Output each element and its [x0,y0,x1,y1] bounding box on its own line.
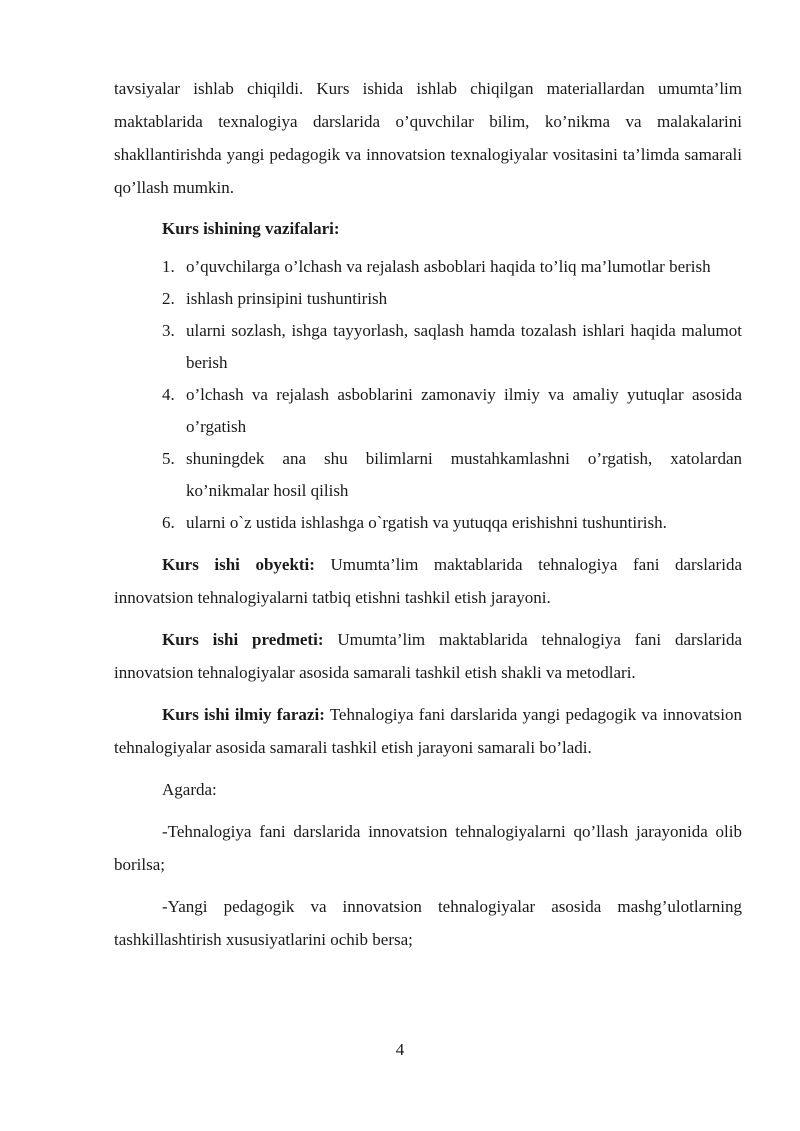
page-number: 4 [395,1040,405,1059]
condition-first: -Tehnalogiya fani darslarida innovatsion tehnalogiyalarni qo’llash jarayonida olib borilsa; [114,822,742,874]
list-text: ishlash prinsipini tushuntirish [186,289,388,308]
hypothesis-paragraph [114,698,742,764]
list-item [162,507,742,539]
list-text: ularni o`z ustida ishlashga o`rgatish va yutuqqa erishishni tushuntirish. [186,513,667,532]
subject-label: Kurs ishi predmeti: [162,630,324,649]
list-number: 2. [162,289,175,308]
hypothesis-text: Tehnalogiya fani darslarida yangi pedagogik va innovatsion tehnalogiyalar asosida samarali tashkil etish jarayoni samarali bo’ladi. [114,705,742,757]
list-text: o’lchash va rejalash asboblarini zamonaviy ilmiy va amaliy yutuqlar asosida o’rgatish [186,385,742,436]
hypothesis-label: Kurs ishi ilmiy farazi: [162,705,325,724]
condition-second: -Yangi pedagogik va innovatsion tehnalogiyalar asosida mashg’ulotlarning tashkillashtirish xususiyatlarini ochib bersa; [114,897,742,949]
list-text: o’quvchilarga o’lchash va rejalash asboblari haqida to’liq ma’lumotlar berish [186,257,711,276]
list-number: 5. [162,449,175,468]
tasks-heading: Kurs ishining vazifalari: [162,219,340,238]
list-item [162,283,742,315]
list-number: 1. [162,257,175,276]
object-label: Kurs ishi obyekti: [162,555,315,574]
conditions-intro: Agarda: [162,780,217,799]
list-text: shuningdek ana shu bilimlarni mustahkamlashni o’rgatish, xatolardan ko’nikmalar hosil qilish [186,449,742,500]
list-item [162,443,742,507]
tasks-list [114,251,742,539]
subject-text: Umumta’lim maktablarida tehnalogiya fani darslarida innovatsion tehnalogiyalar asosida samarali tashkil etish shakli va metodlari. [114,630,742,682]
list-number: 4. [162,385,175,404]
object-text: Umumta’lim maktablarida tehnalogiya fani darslarida innovatsion tehnalogiyalarni tatbiq etishni tashkil etish jarayoni. [114,555,742,607]
document-page [114,72,742,956]
list-item [162,315,742,379]
list-item [162,251,742,283]
list-number: 6. [162,513,175,532]
intro-paragraph: tavsiyalar ishlab chiqildi. Kurs ishida ishlab chiqilgan materiallardan umumta’lim maktablarida texnalogiya darslarida o’quvchilar bilim, ko’nikma va malakalarini shakllantirishda yangi pedagogik va innovatsion texnalogiyalar vositasini ta’limda samarali qo’llash mumkin. [114,79,742,197]
object-paragraph [114,548,742,614]
subject-paragraph [114,623,742,689]
list-text: ularni sozlash, ishga tayyorlash, saqlash hamda tozalash ishlari haqida malumot berish [186,321,742,372]
list-item [162,379,742,443]
list-number: 3. [162,321,175,340]
